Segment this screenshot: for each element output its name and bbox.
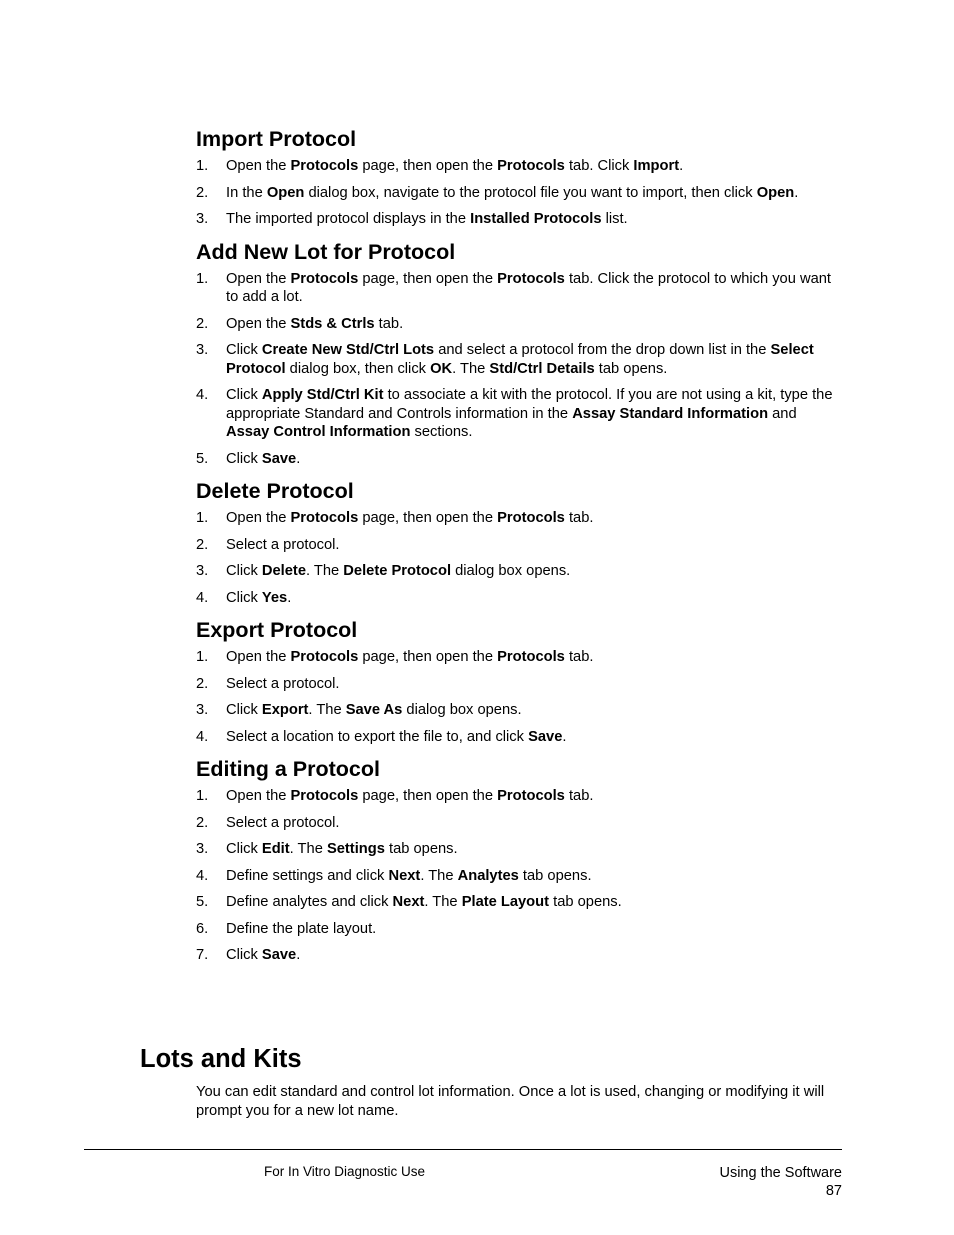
step-text: Click: [226, 702, 262, 718]
step-item: [196, 920, 842, 939]
step-item: [196, 536, 842, 555]
step-text: In the: [226, 184, 267, 201]
step-text: . The: [420, 867, 458, 884]
section: [196, 126, 842, 229]
ui-term: Protocols: [290, 649, 359, 665]
step-text: Define settings and click: [226, 867, 389, 884]
ui-term: Import: [633, 158, 680, 174]
step-text: tab.: [564, 788, 594, 804]
ui-term: Next: [388, 867, 421, 884]
ui-term: Edit: [261, 841, 290, 857]
ui-term: Open: [756, 184, 795, 201]
step-item: [196, 386, 842, 442]
step-number: 6.: [196, 920, 209, 937]
step-text: .: [562, 728, 567, 745]
step-item: [196, 787, 842, 806]
section-heading: Editing a Protocol: [196, 757, 380, 781]
ui-term: Export: [261, 702, 309, 718]
ui-term: Protocols: [497, 510, 565, 526]
step-number: 2.: [196, 536, 209, 553]
section-heading: Import Protocol: [196, 127, 357, 151]
ui-term: Assay Standard Information: [572, 405, 769, 422]
step-text: sections.: [410, 424, 473, 440]
ui-term: Analytes: [457, 867, 519, 884]
step-text: Click: [226, 387, 262, 403]
step-text: Click: [226, 450, 262, 467]
step-text: . The: [308, 702, 346, 718]
ui-term: Protocols: [290, 158, 359, 174]
step-text: Select a protocol.: [226, 814, 340, 831]
step-text: tab opens.: [594, 360, 668, 377]
step-number: 2.: [196, 675, 209, 692]
ui-term: Select Protocol: [226, 342, 814, 377]
step-text: Click: [226, 563, 262, 579]
step-text: tab opens.: [549, 894, 622, 910]
step-text: Open the: [226, 788, 291, 804]
ui-term: Apply Std/Ctrl Kit: [261, 387, 384, 403]
ui-term: Delete: [261, 563, 306, 579]
step-item: [196, 867, 842, 886]
step-text: .: [794, 184, 799, 201]
step-text: tab.: [564, 649, 594, 665]
step-text: page, then open the: [358, 270, 498, 287]
step-number: 3.: [196, 841, 209, 857]
step-item: [196, 701, 842, 720]
step-text: Define the plate layout.: [226, 920, 377, 937]
footer-right: [719, 1164, 842, 1200]
intro-paragraph: You can edit standard and control lot information. Once a lot is used, changing or modifying it will prompt you for a new lot name.: [196, 1084, 825, 1119]
footer-rule: [84, 1149, 842, 1150]
step-list: [196, 157, 842, 229]
step-text: page, then open the: [358, 510, 498, 526]
step-number: 1.: [196, 510, 209, 526]
step-text: Click: [226, 589, 262, 606]
ui-term: OK: [430, 360, 453, 377]
step-text: . The: [289, 841, 327, 857]
step-item: [196, 450, 842, 469]
step-text: page, then open the: [358, 788, 498, 804]
step-number: 1.: [196, 649, 209, 665]
step-text: .: [287, 589, 292, 606]
step-text: and: [768, 405, 797, 422]
ui-term: Std/Ctrl Details: [489, 360, 595, 377]
step-text: tab.: [374, 315, 404, 332]
footer-section-title: Using the Software: [719, 1165, 842, 1181]
ui-term: Installed Protocols: [470, 211, 602, 227]
step-text: Open the: [226, 315, 291, 332]
step-text: Open the: [226, 510, 291, 526]
ui-term: Save: [261, 450, 297, 467]
step-text: Click: [226, 342, 262, 358]
step-number: 3.: [196, 342, 209, 358]
step-text: Define analytes and click: [226, 894, 393, 910]
step-number: 2.: [196, 814, 209, 831]
step-number: 7.: [196, 947, 209, 963]
ui-term: Delete Protocol: [343, 563, 452, 579]
section: [196, 239, 842, 469]
step-text: Click: [226, 947, 262, 963]
ui-term: Protocols: [497, 270, 565, 287]
step-number: 4.: [196, 589, 209, 606]
step-text: Open the: [226, 649, 291, 665]
step-text: to associate a kit with the protocol. If you are not using a kit, type the appropriate Standard and Controls information in the: [226, 387, 833, 422]
step-text: tab.: [564, 510, 594, 526]
step-text: page, then open the: [358, 649, 498, 665]
step-number: 3.: [196, 563, 209, 579]
step-text: tab opens.: [518, 867, 592, 884]
section-heading: Export Protocol: [196, 618, 358, 642]
step-list: [196, 648, 842, 746]
step-text: Select a location to export the file to, and click: [226, 728, 529, 745]
step-text: .: [679, 158, 684, 174]
page-number: 87: [825, 1183, 842, 1199]
step-text: and select a protocol from the drop down list in the: [434, 342, 771, 358]
ui-term: Next: [392, 894, 425, 910]
step-text: tab. Click the protocol to which you want to add a lot.: [226, 270, 831, 305]
procedure-content: [196, 126, 842, 973]
section: [196, 617, 842, 746]
step-number: 1.: [196, 270, 209, 287]
step-text: .: [296, 947, 301, 963]
step-item: [196, 728, 842, 747]
step-text: Click: [226, 841, 262, 857]
step-text: .: [296, 450, 301, 467]
step-number: 3.: [196, 211, 209, 227]
step-text: The imported protocol displays in the: [226, 211, 471, 227]
ui-term: Assay Control Information: [226, 424, 411, 440]
ui-term: Protocols: [497, 158, 565, 174]
step-item: [196, 589, 842, 608]
step-item: [196, 210, 842, 229]
step-number: 2.: [196, 184, 209, 201]
ui-term: Protocols: [497, 649, 565, 665]
step-text: list.: [601, 211, 628, 227]
step-list: [196, 787, 842, 965]
ui-term: Open: [266, 184, 305, 201]
ui-term: Protocols: [290, 788, 359, 804]
step-number: 1.: [196, 788, 209, 804]
step-list: [196, 509, 842, 607]
ui-term: Save: [261, 947, 297, 963]
major-heading: Lots and Kits: [140, 1045, 302, 1073]
step-number: 4.: [196, 728, 209, 745]
step-item: [196, 840, 842, 859]
step-item: [196, 648, 842, 667]
ui-term: Protocols: [290, 270, 359, 287]
step-item: [196, 184, 842, 203]
step-number: 5.: [196, 450, 209, 467]
ui-term: Create New Std/Ctrl Lots: [261, 342, 435, 358]
step-text: page, then open the: [358, 158, 498, 174]
step-text: Open the: [226, 158, 291, 174]
step-item: [196, 341, 842, 378]
step-number: 4.: [196, 867, 209, 884]
step-text: . The: [306, 563, 344, 579]
step-text: dialog box, then click: [285, 360, 431, 377]
step-text: dialog box, navigate to the protocol file you want to import, then click: [304, 184, 757, 201]
step-text: Select a protocol.: [226, 675, 340, 692]
ui-term: Stds & Ctrls: [290, 315, 375, 332]
step-item: [196, 946, 842, 965]
step-item: [196, 315, 842, 334]
step-text: Open the: [226, 270, 291, 287]
section: [196, 756, 842, 965]
ui-term: Yes: [261, 589, 288, 606]
step-item: [196, 270, 842, 307]
step-item: [196, 814, 842, 833]
section: [196, 478, 842, 607]
step-item: [196, 893, 842, 912]
step-number: 1.: [196, 158, 209, 174]
ui-term: Protocols: [290, 510, 359, 526]
step-item: [196, 509, 842, 528]
section-heading: Add New Lot for Protocol: [196, 239, 456, 264]
ui-term: Save: [528, 728, 563, 745]
step-number: 4.: [196, 387, 209, 403]
step-number: 3.: [196, 702, 209, 718]
step-text: dialog box opens.: [402, 702, 522, 718]
ui-term: Plate Layout: [461, 894, 550, 910]
section-heading: Delete Protocol: [196, 479, 354, 503]
step-list: [196, 270, 842, 469]
step-text: tab. Click: [564, 158, 634, 174]
footer-left-text: For In Vitro Diagnostic Use: [264, 1164, 426, 1179]
step-item: [196, 675, 842, 694]
ui-term: Settings: [326, 841, 385, 857]
ui-term: Protocols: [497, 788, 565, 804]
step-number: 5.: [196, 894, 209, 910]
ui-term: Save As: [345, 702, 403, 718]
step-number: 2.: [196, 315, 209, 332]
step-text: . The: [452, 360, 490, 377]
step-text: tab opens.: [384, 841, 458, 857]
step-item: [196, 157, 842, 176]
step-text: . The: [424, 894, 462, 910]
step-text: Select a protocol.: [226, 536, 340, 553]
step-text: dialog box opens.: [451, 563, 571, 579]
step-item: [196, 562, 842, 581]
